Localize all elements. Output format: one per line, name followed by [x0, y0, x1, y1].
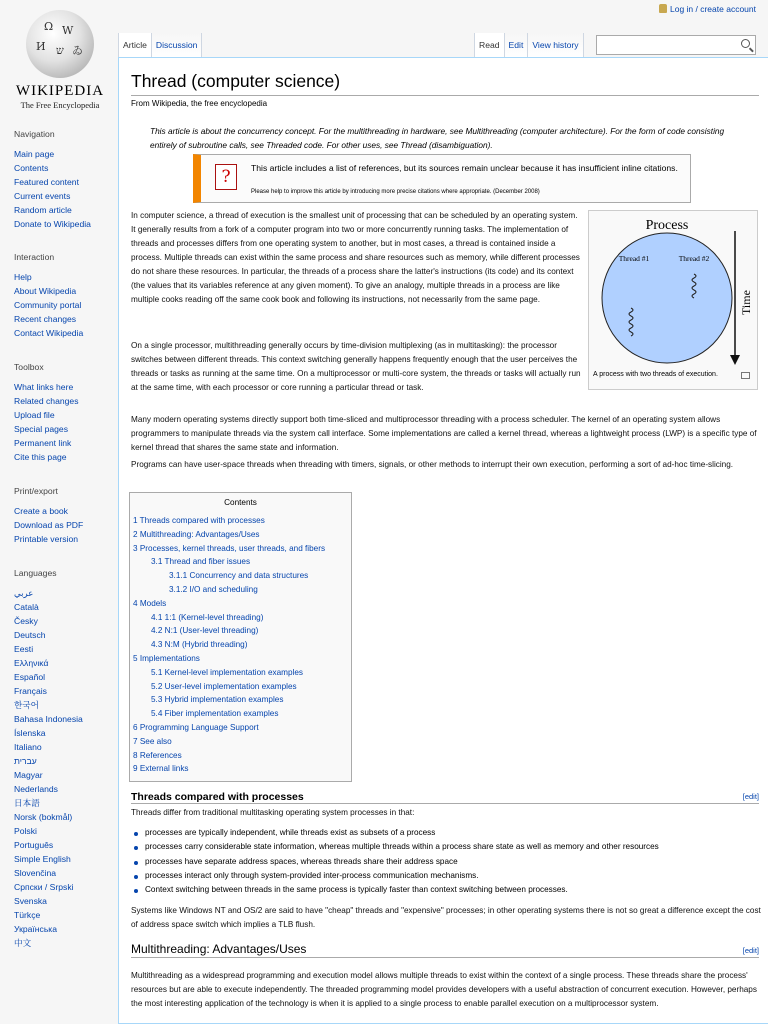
toc-item[interactable]: 5.3 Hybrid implementation examples — [151, 695, 284, 705]
toc-item[interactable]: 1 Threads compared with processes — [133, 516, 265, 525]
language-link[interactable]: Español — [14, 672, 46, 682]
list-item: processes carry considerable state information, whereas multiple threads within a process share state as well as memory and other resources — [133, 840, 659, 854]
interaction-link[interactable]: Help — [14, 272, 32, 282]
navigation-portal — [14, 129, 118, 231]
languages-list — [14, 586, 118, 950]
tab-read[interactable] — [474, 33, 505, 57]
interaction-heading: Interaction — [14, 252, 55, 262]
tab-article-label: Article — [123, 40, 147, 50]
navigation-heading: Navigation — [14, 129, 55, 139]
toc-item[interactable]: 5.4 Fiber implementation examples — [151, 709, 279, 719]
toolbox-link[interactable]: Special pages — [14, 424, 68, 434]
language-link[interactable]: Français — [14, 686, 47, 696]
tab-view-history[interactable] — [528, 33, 583, 57]
enlarge-icon[interactable] — [741, 372, 750, 379]
section1-outro: Systems like Windows NT and OS/2 are said to have "cheap" threads and "expensive" processes; in other operating systems there is not so great a difference except the cost of address space switch which implies a TLB flush. — [131, 906, 761, 929]
edit-section-link[interactable]: [edit] — [742, 792, 759, 801]
site-tagline: From Wikipedia, the free encyclopedia — [131, 99, 268, 108]
language-link[interactable]: Italiano — [14, 742, 42, 752]
section1-bullets — [133, 826, 659, 897]
toc-item[interactable]: 5 Implementations — [133, 653, 200, 663]
toc-list — [133, 514, 353, 776]
intro-paragraph-2: On a single processor, multithreading generally occurs by time-division multiplexing (as in multitasking): the processor switches between different threads. This context switching generally happens frequently enough that the user perceives the threads or tasks as running at the same time. On a multiprocessor or multi-core system, the threads or tasks will actually run at the same time, with each processor or core running a particular thread or task. — [131, 341, 581, 392]
language-link[interactable]: Ελληνικά — [14, 658, 49, 668]
language-link[interactable]: Slovenčina — [14, 868, 57, 878]
language-link[interactable]: 한국어 — [14, 700, 39, 710]
language-link[interactable]: 日本語 — [14, 798, 40, 808]
nav-link[interactable]: Main page — [14, 149, 55, 159]
language-link[interactable]: עברית — [14, 756, 37, 766]
logo-wordmark: WIKIPEDIA — [15, 83, 105, 99]
hatnote: This article is about the concurrency concept. For the multithreading in hardware, see Multithreading (computer architecture). For the form of code consisting entirely of subroutine calls, see Threaded code. For other uses, see Thread (disambiguation). — [150, 126, 725, 150]
toc-item[interactable]: 4 Models — [133, 598, 167, 608]
section-title: Threads compared with processes — [131, 791, 304, 803]
toc-item[interactable]: 3.1.1 Concurrency and data structures — [169, 571, 309, 581]
language-link[interactable]: Simple English — [14, 854, 71, 864]
language-link[interactable]: Íslenska — [14, 728, 46, 738]
notice-subtext: Please help to improve this article by introducing more precise citations where appropriate. (December 2008) — [251, 189, 540, 195]
section1-intro: Threads differ from traditional multitasking operating system processes in that: — [131, 808, 415, 817]
wikipedia-logo[interactable] — [14, 10, 106, 114]
section-title: Multithreading: Advantages/Uses — [131, 942, 307, 956]
toc-item[interactable]: 6 Programming Language Support — [133, 722, 259, 732]
language-link[interactable]: Deutsch — [14, 630, 46, 640]
article-content — [118, 57, 768, 1024]
language-link[interactable]: Polski — [14, 826, 37, 836]
toc-item[interactable]: 4.3 N:M (Hybrid threading) — [151, 640, 248, 650]
question-mark-icon: ? — [215, 164, 237, 190]
login-link[interactable] — [659, 4, 756, 14]
time-label: Time — [739, 290, 753, 315]
edit-section-link[interactable]: [edit] — [742, 946, 759, 955]
nav-link[interactable]: Contents — [14, 163, 49, 173]
tab-discussion-label: Discussion — [155, 40, 198, 50]
print-link[interactable]: Create a book — [14, 506, 68, 516]
toolbox-list — [14, 380, 118, 464]
toolbox-heading: Toolbox — [14, 362, 44, 372]
toc-item[interactable]: 3 Processes, kernel threads, user threads, and fibers — [133, 543, 326, 553]
tab-discussion[interactable] — [152, 33, 203, 57]
nav-link[interactable]: Random article — [14, 205, 72, 215]
nav-link[interactable]: Featured content — [14, 177, 79, 187]
interaction-link[interactable]: Community portal — [14, 300, 82, 310]
print-export-list — [14, 504, 118, 546]
print-export-heading: Print/export — [14, 486, 58, 496]
print-link[interactable]: Download as PDF — [14, 520, 84, 530]
language-link[interactable]: 中文 — [14, 938, 32, 948]
toc-item[interactable]: 2 Multithreading: Advantages/Uses — [133, 529, 260, 539]
section-heading-threads-vs-processes — [131, 787, 759, 804]
notice-text: This article includes a list of references, but its sources remain unclear because it has insufficient inline citations. — [251, 163, 678, 173]
toolbox-link[interactable]: What links here — [14, 382, 74, 392]
list-item: processes interact only through system-provided inter-process communication mechanisms. — [133, 869, 659, 883]
language-link[interactable]: عربي — [14, 588, 34, 598]
interaction-portal — [14, 252, 118, 340]
language-link[interactable]: Türkçe — [14, 910, 41, 920]
language-link[interactable]: Eesti — [14, 644, 34, 654]
thread2-label: Thread #2 — [678, 254, 710, 263]
print-export-portal — [14, 486, 118, 546]
process-diagram — [589, 211, 759, 371]
print-link[interactable]: Printable version — [14, 534, 79, 544]
interaction-link[interactable]: About Wikipedia — [14, 286, 77, 296]
toc-item[interactable]: 5.2 User-level implementation examples — [151, 681, 297, 691]
intro-paragraph-4: Programs can have user-space threads when threading with timers, signals, or other methods to interrupt their own execution, performing a sort of ad-hoc time-slicing. — [131, 460, 734, 469]
search-input[interactable] — [596, 35, 756, 55]
toc-item[interactable]: 4.1 1:1 (Kernel-level threading) — [151, 612, 264, 622]
toc-item[interactable]: 4.2 N:1 (User-level threading) — [151, 626, 259, 636]
toc-item[interactable]: 8 References — [133, 750, 182, 760]
toc-item[interactable]: 3.1 Thread and fiber issues — [151, 557, 251, 567]
toc-item[interactable]: 5.1 Kernel-level implementation examples — [151, 667, 304, 677]
language-link[interactable]: Nederlands — [14, 784, 58, 794]
namespace-tabs — [118, 33, 202, 57]
intro-paragraph-3: Many modern operating systems directly support both time-sliced and multiprocessor threading with a process scheduler. The kernel of an operating system allows programmers to manipulate threads via the system call interface. Some implementations are called a kernel thread, whereas a lightweight process (LWP) is a specific type of kernel thread that shares the same state and information. — [131, 415, 757, 452]
title-divider — [131, 95, 759, 96]
table-of-contents — [129, 492, 352, 782]
process-circle — [602, 233, 732, 363]
thread1-label: Thread #1 — [618, 254, 650, 263]
tab-view-history-label: View history — [532, 40, 579, 50]
language-link[interactable]: Bahasa Indonesia — [14, 714, 83, 724]
toolbox-link[interactable]: Upload file — [14, 410, 55, 420]
tab-edit[interactable] — [505, 33, 529, 57]
figure-title: Process — [645, 218, 689, 233]
toolbox-link[interactable]: Related changes — [14, 396, 79, 406]
list-item: Context switching between threads in the same process is typically faster than context switching between processes. — [133, 883, 659, 897]
view-tabs — [474, 33, 584, 57]
figure-caption: A process with two threads of execution. — [593, 371, 718, 378]
toc-item[interactable]: 7 See also — [133, 736, 172, 746]
language-link[interactable]: Česky — [14, 616, 38, 626]
references-notice-box — [193, 154, 691, 203]
language-link[interactable]: Norsk (bokmål) — [14, 812, 73, 822]
language-link[interactable]: Svenska — [14, 896, 47, 906]
interaction-link[interactable]: Recent changes — [14, 314, 77, 324]
puzzle-globe-icon: Ω W И ש ゐ — [26, 10, 94, 78]
search-icon[interactable] — [741, 39, 750, 48]
tab-article[interactable] — [118, 33, 152, 57]
languages-heading: Languages — [14, 568, 57, 578]
language-link[interactable]: Српски / Srpski — [14, 882, 74, 892]
toolbox-link[interactable]: Cite this page — [14, 452, 67, 462]
toc-heading: Contents — [224, 498, 257, 507]
page-title: Thread (computer science) — [131, 71, 341, 91]
list-item: processes have separate address spaces, whereas threads share their address space — [133, 855, 659, 869]
logo-tagline: The Free Encyclopedia — [20, 100, 100, 110]
user-icon — [659, 4, 667, 13]
languages-portal — [14, 568, 118, 950]
navigation-list — [14, 147, 118, 231]
interaction-list — [14, 270, 118, 340]
login-label: Log in / create account — [669, 4, 756, 14]
tab-edit-label: Edit — [508, 40, 524, 50]
language-link[interactable]: Українська — [14, 924, 58, 934]
section2-paragraph: Multithreading as a widespread programming and execution model allows multiple threads to exist within the context of a single process. These threads share the process' resources but are able to execute independently. The threaded programming model provides developers with a useful abstraction of concurrent execution. However, perhaps the most interesting application of the technology is when it is applied to a single process to enable parallel execution on a multiprocessor system. — [131, 971, 757, 1008]
intro-paragraph-1: In computer science, a thread of execution is the smallest unit of processing that can be scheduled by an operating system. It generally results from a fork of a computer program into two or more concurrently running tasks. The implementation of threads and processes differs from one operating system to another, but in most cases, a thread is contained inside a process. Multiple threads can exist within the same process and share resources such as memory, while different processes do not share these resources. In particular, the threads of a process share the latter's instructions (its code) and its context (the values that its variables reference at any given moment). To give an analogy, multiple threads in a process are like multiple cooks reading off the same cook book and following its instructions, not necessarily from the same page. — [131, 211, 580, 304]
language-link[interactable]: Magyar — [14, 770, 43, 780]
time-arrowhead — [730, 355, 740, 365]
nav-link[interactable]: Current events — [14, 191, 71, 201]
toc-item[interactable]: 3.1.2 I/O and scheduling — [169, 584, 258, 594]
nav-link[interactable]: Donate to Wikipedia — [14, 219, 91, 229]
language-link[interactable]: Português — [14, 840, 54, 850]
section-heading-multithreading — [131, 940, 759, 958]
language-link[interactable]: Català — [14, 602, 39, 612]
toolbox-link[interactable]: Permanent link — [14, 438, 72, 448]
tab-read-label: Read — [479, 40, 500, 50]
interaction-link[interactable]: Contact Wikipedia — [14, 328, 84, 338]
toc-item[interactable]: 9 External links — [133, 764, 189, 774]
sidebar — [0, 0, 118, 1024]
list-item: processes are typically independent, while threads exist as subsets of a process — [133, 826, 659, 840]
process-figure[interactable] — [588, 210, 758, 390]
toolbox-portal — [14, 362, 118, 464]
